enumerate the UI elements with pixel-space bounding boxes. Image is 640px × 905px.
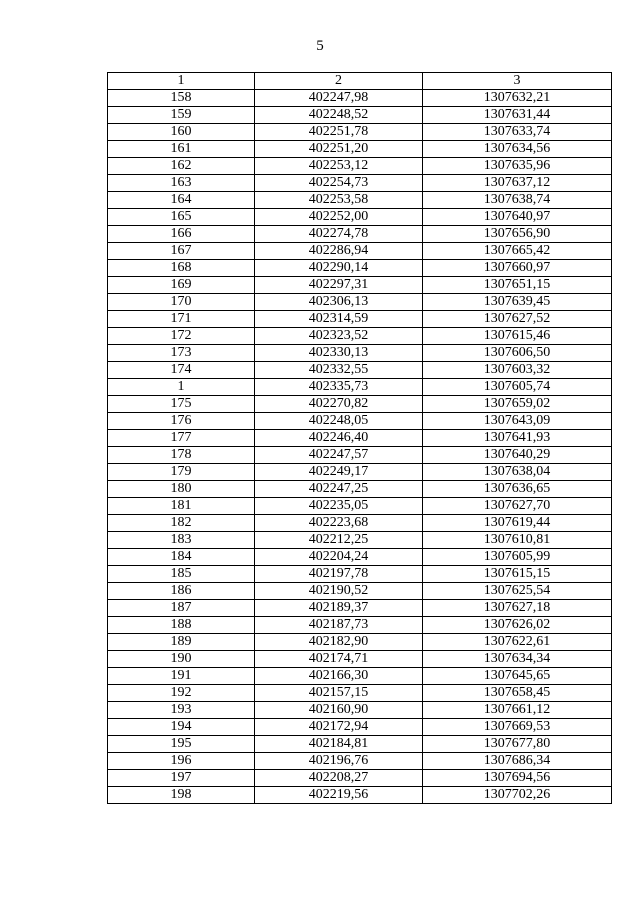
x-coordinate-cell: 402247,57 [255,447,423,464]
point-number-cell: 184 [108,549,255,566]
table-row [108,770,612,787]
table-row [108,464,612,481]
x-coordinate-cell: 402332,55 [255,362,423,379]
table-row [108,498,612,515]
point-number-cell: 182 [108,515,255,532]
table-row [108,719,612,736]
table-row [108,651,612,668]
column-header-3: 3 [423,73,612,90]
table-row [108,158,612,175]
x-coordinate-cell: 402189,37 [255,600,423,617]
point-number-cell: 174 [108,362,255,379]
x-coordinate-cell: 402247,98 [255,90,423,107]
x-coordinate-cell: 402197,78 [255,566,423,583]
point-number-cell: 171 [108,311,255,328]
table-row [108,685,612,702]
x-coordinate-cell: 402286,94 [255,243,423,260]
point-number-cell: 185 [108,566,255,583]
table-header-row [108,73,612,90]
table-row [108,549,612,566]
y-coordinate-cell: 1307626,02 [423,617,612,634]
point-number-cell: 173 [108,345,255,362]
table-row [108,617,612,634]
x-coordinate-cell: 402254,73 [255,175,423,192]
y-coordinate-cell: 1307627,52 [423,311,612,328]
column-header-2: 2 [255,73,423,90]
x-coordinate-cell: 402208,27 [255,770,423,787]
point-number-cell: 165 [108,209,255,226]
y-coordinate-cell: 1307669,53 [423,719,612,736]
y-coordinate-cell: 1307694,56 [423,770,612,787]
x-coordinate-cell: 402174,71 [255,651,423,668]
x-coordinate-cell: 402187,73 [255,617,423,634]
table-row [108,481,612,498]
y-coordinate-cell: 1307640,97 [423,209,612,226]
x-coordinate-cell: 402297,31 [255,277,423,294]
x-coordinate-cell: 402182,90 [255,634,423,651]
table-row [108,668,612,685]
y-coordinate-cell: 1307638,74 [423,192,612,209]
y-coordinate-cell: 1307651,15 [423,277,612,294]
table-row [108,430,612,447]
y-coordinate-cell: 1307627,18 [423,600,612,617]
y-coordinate-cell: 1307658,45 [423,685,612,702]
point-number-cell: 183 [108,532,255,549]
table-row [108,294,612,311]
table-row [108,107,612,124]
x-coordinate-cell: 402248,52 [255,107,423,124]
point-number-cell: 193 [108,702,255,719]
point-number-cell: 158 [108,90,255,107]
y-coordinate-cell: 1307631,44 [423,107,612,124]
table-row [108,345,612,362]
x-coordinate-cell: 402196,76 [255,753,423,770]
point-number-cell: 178 [108,447,255,464]
point-number-cell: 196 [108,753,255,770]
y-coordinate-cell: 1307632,21 [423,90,612,107]
y-coordinate-cell: 1307619,44 [423,515,612,532]
point-number-cell: 194 [108,719,255,736]
point-number-cell: 192 [108,685,255,702]
point-number-cell: 195 [108,736,255,753]
y-coordinate-cell: 1307627,70 [423,498,612,515]
table-row [108,311,612,328]
point-number-cell: 177 [108,430,255,447]
table-row [108,175,612,192]
point-number-cell: 169 [108,277,255,294]
table-row [108,90,612,107]
y-coordinate-cell: 1307640,29 [423,447,612,464]
x-coordinate-cell: 402253,12 [255,158,423,175]
y-coordinate-cell: 1307615,46 [423,328,612,345]
y-coordinate-cell: 1307637,12 [423,175,612,192]
x-coordinate-cell: 402235,05 [255,498,423,515]
y-coordinate-cell: 1307643,09 [423,413,612,430]
point-number-cell: 172 [108,328,255,345]
y-coordinate-cell: 1307641,93 [423,430,612,447]
x-coordinate-cell: 402247,25 [255,481,423,498]
point-number-cell: 189 [108,634,255,651]
y-coordinate-cell: 1307677,80 [423,736,612,753]
y-coordinate-cell: 1307622,61 [423,634,612,651]
x-coordinate-cell: 402157,15 [255,685,423,702]
y-coordinate-cell: 1307639,45 [423,294,612,311]
table-body [108,90,612,804]
table-row [108,413,612,430]
x-coordinate-cell: 402190,52 [255,583,423,600]
x-coordinate-cell: 402323,52 [255,328,423,345]
x-coordinate-cell: 402204,24 [255,549,423,566]
point-number-cell: 167 [108,243,255,260]
y-coordinate-cell: 1307638,04 [423,464,612,481]
table-row [108,566,612,583]
table-row [108,328,612,345]
y-coordinate-cell: 1307603,32 [423,362,612,379]
y-coordinate-cell: 1307605,74 [423,379,612,396]
point-number-cell: 164 [108,192,255,209]
y-coordinate-cell: 1307605,99 [423,549,612,566]
x-coordinate-cell: 402330,13 [255,345,423,362]
y-coordinate-cell: 1307636,65 [423,481,612,498]
point-number-cell: 188 [108,617,255,634]
point-number-cell: 176 [108,413,255,430]
table-row [108,532,612,549]
table-row [108,702,612,719]
point-number-cell: 197 [108,770,255,787]
point-number-cell: 170 [108,294,255,311]
y-coordinate-cell: 1307656,90 [423,226,612,243]
table-row [108,243,612,260]
table-row [108,515,612,532]
table-row [108,600,612,617]
table-row [108,192,612,209]
point-number-cell: 190 [108,651,255,668]
table-row [108,753,612,770]
table-row [108,260,612,277]
table-row [108,362,612,379]
y-coordinate-cell: 1307645,65 [423,668,612,685]
table-row [108,277,612,294]
point-number-cell: 160 [108,124,255,141]
table-row [108,583,612,600]
x-coordinate-cell: 402251,20 [255,141,423,158]
point-number-cell: 161 [108,141,255,158]
point-number-cell: 180 [108,481,255,498]
point-number-cell: 191 [108,668,255,685]
table-row [108,787,612,804]
coordinates-table [107,72,612,804]
y-coordinate-cell: 1307615,15 [423,566,612,583]
y-coordinate-cell: 1307625,54 [423,583,612,600]
x-coordinate-cell: 402252,00 [255,209,423,226]
x-coordinate-cell: 402166,30 [255,668,423,685]
x-coordinate-cell: 402251,78 [255,124,423,141]
point-number-cell: 186 [108,583,255,600]
x-coordinate-cell: 402246,40 [255,430,423,447]
y-coordinate-cell: 1307633,74 [423,124,612,141]
y-coordinate-cell: 1307634,34 [423,651,612,668]
table-row [108,396,612,413]
x-coordinate-cell: 402270,82 [255,396,423,413]
x-coordinate-cell: 402223,68 [255,515,423,532]
point-number-cell: 198 [108,787,255,804]
point-number-cell: 168 [108,260,255,277]
column-header-1: 1 [108,73,255,90]
x-coordinate-cell: 402219,56 [255,787,423,804]
point-number-cell: 179 [108,464,255,481]
x-coordinate-cell: 402274,78 [255,226,423,243]
x-coordinate-cell: 402184,81 [255,736,423,753]
x-coordinate-cell: 402249,17 [255,464,423,481]
point-number-cell: 159 [108,107,255,124]
x-coordinate-cell: 402335,73 [255,379,423,396]
x-coordinate-cell: 402253,58 [255,192,423,209]
point-number-cell: 187 [108,600,255,617]
point-number-cell: 162 [108,158,255,175]
point-number-cell: 181 [108,498,255,515]
table-row [108,141,612,158]
y-coordinate-cell: 1307665,42 [423,243,612,260]
y-coordinate-cell: 1307702,26 [423,787,612,804]
y-coordinate-cell: 1307606,50 [423,345,612,362]
y-coordinate-cell: 1307661,12 [423,702,612,719]
table-row [108,209,612,226]
point-number-cell: 175 [108,396,255,413]
y-coordinate-cell: 1307634,56 [423,141,612,158]
table-row [108,634,612,651]
y-coordinate-cell: 1307686,34 [423,753,612,770]
y-coordinate-cell: 1307660,97 [423,260,612,277]
x-coordinate-cell: 402172,94 [255,719,423,736]
point-number-cell: 163 [108,175,255,192]
x-coordinate-cell: 402212,25 [255,532,423,549]
table-row [108,124,612,141]
x-coordinate-cell: 402306,13 [255,294,423,311]
y-coordinate-cell: 1307635,96 [423,158,612,175]
point-number-cell: 1 [108,379,255,396]
y-coordinate-cell: 1307659,02 [423,396,612,413]
point-number-cell: 166 [108,226,255,243]
y-coordinate-cell: 1307610,81 [423,532,612,549]
x-coordinate-cell: 402290,14 [255,260,423,277]
table-row [108,226,612,243]
x-coordinate-cell: 402314,59 [255,311,423,328]
table-row [108,379,612,396]
table-row [108,447,612,464]
table-row [108,736,612,753]
x-coordinate-cell: 402160,90 [255,702,423,719]
x-coordinate-cell: 402248,05 [255,413,423,430]
page-number: 5 [316,38,324,54]
